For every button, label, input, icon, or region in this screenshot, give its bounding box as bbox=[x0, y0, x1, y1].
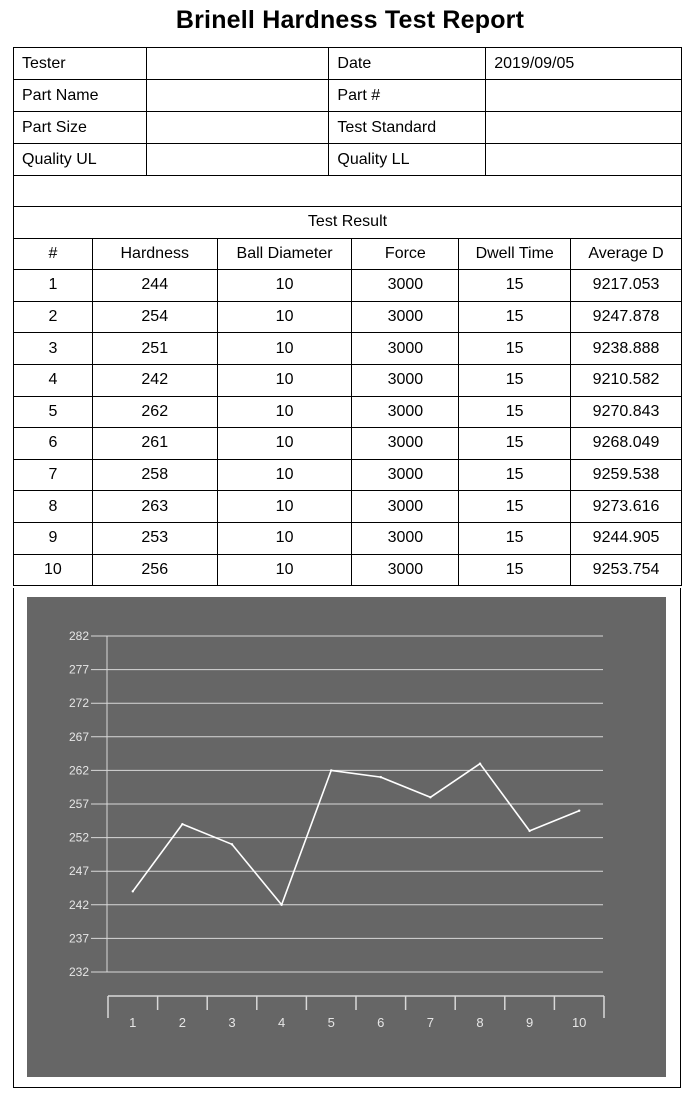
x-tick-label: 4 bbox=[277, 1015, 286, 1030]
cell-hardness: 242 bbox=[92, 364, 217, 396]
part-size-label: Part Size bbox=[14, 112, 147, 144]
table-row bbox=[14, 428, 682, 460]
cell-dwell-time: 15 bbox=[459, 428, 571, 460]
y-tick-label: 277 bbox=[68, 662, 89, 677]
x-tick-label: 5 bbox=[327, 1015, 335, 1030]
cell-force: 3000 bbox=[352, 396, 459, 428]
cell-dwell-time: 15 bbox=[459, 522, 571, 554]
cell-force: 3000 bbox=[352, 364, 459, 396]
y-tick-label: 247 bbox=[68, 864, 89, 879]
cell-force: 3000 bbox=[352, 270, 459, 302]
cell-index: 6 bbox=[14, 428, 93, 460]
cell-force: 3000 bbox=[352, 459, 459, 491]
cell-force: 3000 bbox=[352, 522, 459, 554]
table-row bbox=[14, 396, 682, 428]
cell-average-d: 9253.754 bbox=[571, 554, 682, 586]
data-point bbox=[479, 762, 481, 764]
date-value[interactable]: 2019/09/05 bbox=[486, 48, 682, 80]
cell-hardness: 263 bbox=[92, 491, 217, 523]
blank-row bbox=[13, 175, 682, 207]
blank-cell bbox=[14, 176, 682, 207]
cell-dwell-time: 15 bbox=[459, 301, 571, 333]
cell-hardness: 244 bbox=[92, 270, 217, 302]
cell-average-d: 9244.905 bbox=[571, 522, 682, 554]
cell-ball-diameter: 10 bbox=[217, 491, 352, 523]
info-row-part-name bbox=[14, 80, 682, 112]
x-tick-label: 7 bbox=[426, 1015, 435, 1030]
cell-dwell-time: 15 bbox=[459, 554, 571, 586]
y-tick-label: 237 bbox=[68, 931, 89, 946]
quality-ul-value[interactable] bbox=[146, 144, 329, 176]
cell-average-d: 9210.582 bbox=[571, 364, 682, 396]
header-index: # bbox=[14, 238, 93, 270]
cell-hardness: 253 bbox=[92, 522, 217, 554]
x-tick-label: 3 bbox=[228, 1015, 236, 1030]
cell-hardness: 261 bbox=[92, 428, 217, 460]
cell-ball-diameter: 10 bbox=[217, 270, 352, 302]
table-row bbox=[14, 554, 682, 586]
cell-average-d: 9270.843 bbox=[571, 396, 682, 428]
x-tick-label: 10 bbox=[571, 1015, 587, 1030]
quality-ll-value[interactable] bbox=[486, 144, 682, 176]
part-number-value[interactable] bbox=[486, 80, 682, 112]
x-tick-label: 1 bbox=[129, 1015, 137, 1030]
cell-average-d: 9247.878 bbox=[571, 301, 682, 333]
data-point bbox=[380, 776, 382, 778]
tester-value[interactable] bbox=[146, 48, 329, 80]
y-tick-label: 272 bbox=[68, 696, 89, 711]
header-dwell-time: Dwell Time bbox=[459, 238, 571, 270]
quality-ul-label: Quality UL bbox=[14, 144, 147, 176]
header-ball-diameter: Ball Diameter bbox=[217, 238, 352, 270]
cell-hardness: 254 bbox=[92, 301, 217, 333]
table-row bbox=[14, 301, 682, 333]
result-section-title: Test Result bbox=[14, 207, 682, 239]
result-header-row bbox=[14, 238, 682, 270]
x-tick-label: 8 bbox=[476, 1015, 484, 1030]
cell-dwell-time: 15 bbox=[459, 333, 571, 365]
cell-average-d: 9273.616 bbox=[571, 491, 682, 523]
date-label: Date bbox=[329, 48, 486, 80]
cell-index: 10 bbox=[14, 554, 93, 586]
data-point bbox=[429, 796, 431, 798]
header-force: Force bbox=[352, 238, 459, 270]
test-standard-value[interactable] bbox=[486, 112, 682, 144]
cell-dwell-time: 15 bbox=[459, 396, 571, 428]
cell-force: 3000 bbox=[352, 428, 459, 460]
cell-hardness: 258 bbox=[92, 459, 217, 491]
tester-label: Tester bbox=[14, 48, 147, 80]
y-tick-label: 262 bbox=[68, 763, 89, 778]
cell-force: 3000 bbox=[352, 333, 459, 365]
table-row bbox=[14, 459, 682, 491]
table-row bbox=[14, 270, 682, 302]
cell-index: 3 bbox=[14, 333, 93, 365]
table-row bbox=[14, 333, 682, 365]
data-point bbox=[132, 890, 134, 892]
cell-ball-diameter: 10 bbox=[217, 333, 352, 365]
result-body bbox=[14, 270, 682, 586]
result-table bbox=[13, 206, 682, 586]
x-tick-label: 6 bbox=[377, 1015, 385, 1030]
cell-dwell-time: 15 bbox=[459, 364, 571, 396]
part-number-label: Part # bbox=[329, 80, 486, 112]
cell-average-d: 9217.053 bbox=[571, 270, 682, 302]
result-section-row bbox=[14, 207, 682, 239]
part-name-label: Part Name bbox=[14, 80, 147, 112]
cell-index: 4 bbox=[14, 364, 93, 396]
cell-average-d: 9259.538 bbox=[571, 459, 682, 491]
cell-hardness: 256 bbox=[92, 554, 217, 586]
quality-ll-label: Quality LL bbox=[329, 144, 486, 176]
cell-ball-diameter: 10 bbox=[217, 301, 352, 333]
test-standard-label: Test Standard bbox=[329, 112, 486, 144]
info-row-quality bbox=[14, 144, 682, 176]
cell-ball-diameter: 10 bbox=[217, 396, 352, 428]
info-table bbox=[13, 47, 682, 176]
cell-ball-diameter: 10 bbox=[217, 428, 352, 460]
y-tick-label: 257 bbox=[68, 797, 89, 811]
header-average-d: Average D bbox=[571, 238, 682, 270]
cell-ball-diameter: 10 bbox=[217, 364, 352, 396]
data-point bbox=[181, 823, 183, 825]
table-row bbox=[14, 491, 682, 523]
cell-index: 5 bbox=[14, 396, 93, 428]
y-tick-label: 252 bbox=[68, 830, 89, 845]
cell-ball-diameter: 10 bbox=[217, 522, 352, 554]
x-tick-label: 9 bbox=[525, 1015, 534, 1030]
info-row-part-size bbox=[14, 112, 682, 144]
cell-force: 3000 bbox=[352, 301, 459, 333]
cell-average-d: 9238.888 bbox=[571, 333, 682, 365]
y-tick-label: 232 bbox=[68, 965, 89, 979]
data-point bbox=[578, 810, 580, 812]
cell-ball-diameter: 10 bbox=[217, 459, 352, 491]
cell-dwell-time: 15 bbox=[459, 270, 571, 302]
y-tick-label: 282 bbox=[68, 629, 89, 643]
y-tick-label: 267 bbox=[68, 729, 89, 744]
cell-dwell-time: 15 bbox=[459, 491, 571, 523]
cell-ball-diameter: 10 bbox=[217, 554, 352, 586]
report-title: Brinell Hardness Test Report bbox=[175, 6, 525, 34]
part-size-value[interactable] bbox=[146, 112, 329, 144]
cell-hardness: 262 bbox=[92, 396, 217, 428]
y-tick-label: 242 bbox=[68, 897, 89, 912]
cell-index: 1 bbox=[14, 270, 93, 302]
cell-dwell-time: 15 bbox=[459, 459, 571, 491]
cell-index: 2 bbox=[14, 301, 93, 333]
hardness-line-chart bbox=[27, 597, 666, 1077]
cell-index: 9 bbox=[14, 522, 93, 554]
table-row bbox=[14, 522, 682, 554]
data-point bbox=[330, 769, 332, 771]
cell-index: 8 bbox=[14, 491, 93, 523]
cell-index: 7 bbox=[14, 459, 93, 491]
data-point bbox=[231, 843, 233, 845]
data-point bbox=[280, 904, 282, 906]
cell-force: 3000 bbox=[352, 554, 459, 586]
cell-force: 3000 bbox=[352, 491, 459, 523]
cell-hardness: 251 bbox=[92, 333, 217, 365]
table-row bbox=[14, 364, 682, 396]
chart-background bbox=[27, 597, 666, 1077]
info-row-tester bbox=[14, 48, 682, 80]
x-tick-label: 2 bbox=[178, 1015, 187, 1030]
header-hardness: Hardness bbox=[92, 238, 217, 270]
cell-average-d: 9268.049 bbox=[571, 428, 682, 460]
part-name-value[interactable] bbox=[146, 80, 329, 112]
data-point bbox=[528, 830, 530, 832]
